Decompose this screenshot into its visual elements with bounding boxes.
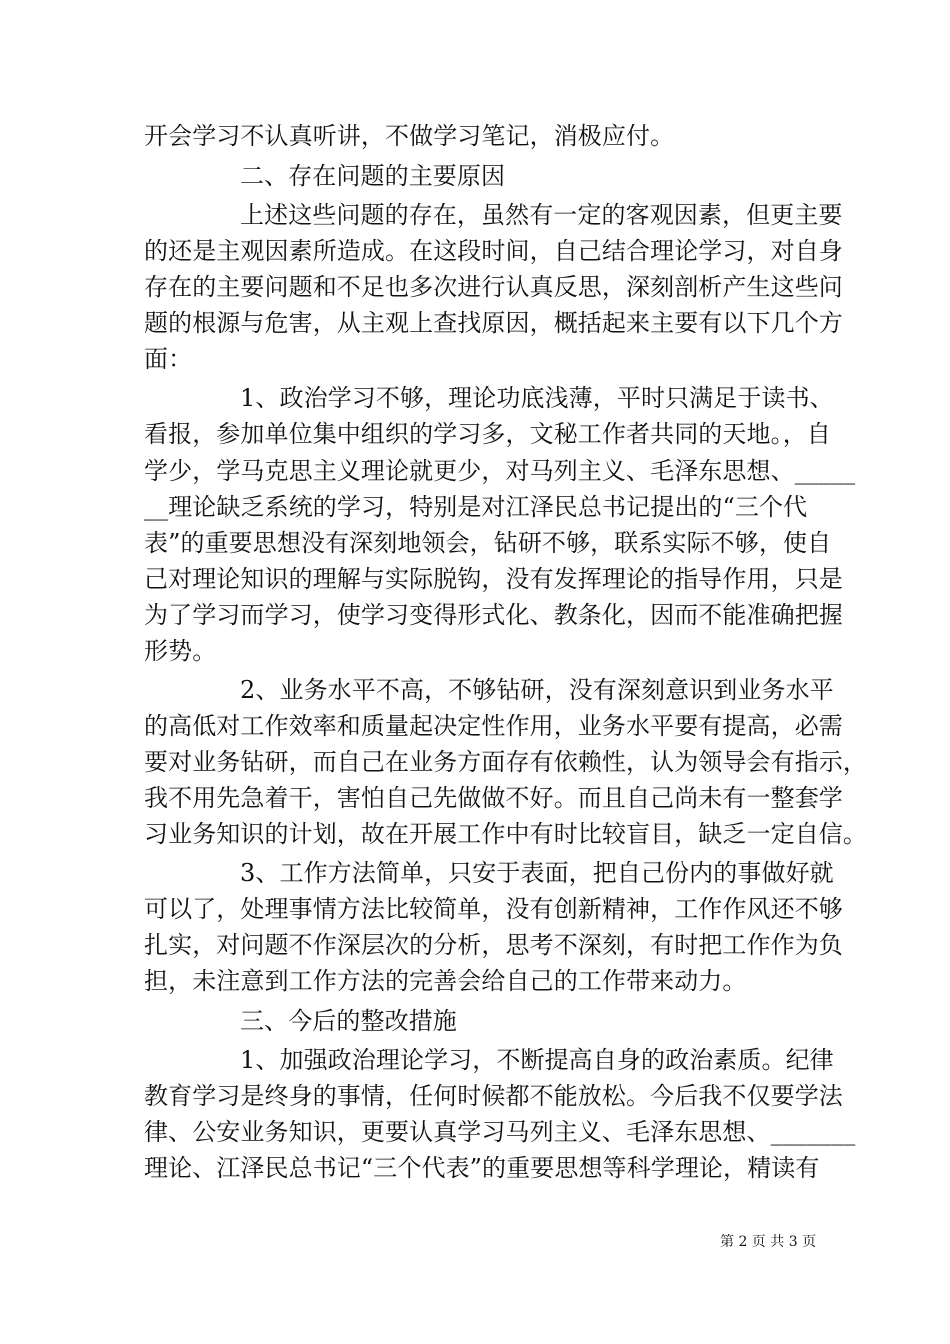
paragraph-line: 看报，参加单位集中组织的学习多，文秘工作者共同的天地。，自 — [144, 420, 831, 448]
paragraph-line: 面： — [144, 345, 193, 373]
paragraph-line: 1、加强政治理论学习，不断提高自身的政治素质。纪律 — [240, 1046, 834, 1074]
paragraph-line: 的还是主观因素所造成。在这段时间，自己结合理论学习，对自身 — [144, 237, 843, 265]
page-number-footer: 第 2 页 共 3 页 — [720, 1234, 817, 1250]
paragraph-line: 教育学习是终身的事情，任何时候都不能放松。今后我不仅要学法 — [144, 1082, 843, 1110]
paragraph-line: 学少，学马克思主义理论就更少，对马列主义、毛泽东思想、_____ — [144, 457, 856, 485]
paragraph-line: 可以了，处理事情方法比较简单，没有创新精神，工作作风还不够 — [144, 895, 843, 923]
paragraph-line: 题的根源与危害，从主观上查找原因，概括起来主要有以下几个方 — [144, 309, 843, 337]
section-heading: 二、存在问题的主要原因 — [240, 162, 506, 190]
paragraph-line: 理论、江泽民总书记“三个代表”的重要思想等科学理论，精读有 — [144, 1154, 820, 1182]
paragraph-line: 的高低对工作效率和质量起决定性作用，业务水平要有提高，必需 — [144, 712, 843, 740]
paragraph-line: 要对业务钻研，而自己在业务方面存有依赖性，认为领导会有指示， — [144, 748, 867, 776]
paragraph-line: 为了学习而学习，使学习变得形式化、教条化，因而不能准确把握 — [144, 601, 843, 629]
paragraph-line: 2、业务水平不高，不够钻研，没有深刻意识到业务水平 — [240, 676, 834, 704]
paragraph-line: 表”的重要思想没有深刻地领会，钻研不够，联系实际不够，使自 — [144, 529, 832, 557]
paragraph-line: 形势。 — [144, 637, 217, 665]
section-heading: 三、今后的整改措施 — [240, 1007, 457, 1035]
paragraph-line: 习业务知识的计划，故在开展工作中有时比较盲目，缺乏一定自信。 — [144, 820, 867, 848]
paragraph-line: 担，未注意到工作方法的完善会给自己的工作带来动力。 — [144, 967, 747, 995]
paragraph-line: __理论缺乏系统的学习，特别是对江泽民总书记提出的“三个代 — [144, 493, 808, 521]
paragraph-line: 1、政治学习不够，理论功底浅薄，平时只满足于读书、 — [240, 384, 834, 412]
paragraph-line: 上述这些问题的存在，虽然有一定的客观因素，但更主要 — [240, 201, 843, 229]
paragraph-line: 3、工作方法简单，只安于表面，把自己份内的事做好就 — [240, 859, 834, 887]
paragraph-line: 我不用先急着干，害怕自己先做做不好。而且自己尚未有一整套学 — [144, 784, 843, 812]
paragraph-line: 己对理论知识的理解与实际脱钩，没有发挥理论的指导作用，只是 — [144, 565, 843, 593]
paragraph-line: 扎实，对问题不作深层次的分析，思考不深刻，有时把工作作为负 — [144, 931, 843, 959]
paragraph-line: 开会学习不认真听讲，不做学习笔记，消极应付。 — [144, 122, 675, 150]
paragraph-line: 律、公安业务知识，更要认真学习马列主义、毛泽东思想、_______ — [144, 1118, 856, 1146]
paragraph-line: 存在的主要问题和不足也多次进行认真反思，深刻剖析产生这些问 — [144, 273, 843, 301]
